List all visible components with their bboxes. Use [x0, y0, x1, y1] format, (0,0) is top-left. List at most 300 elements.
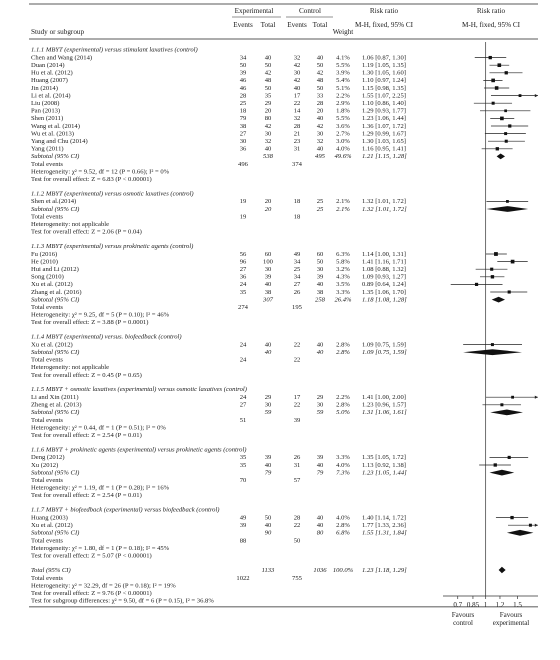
row-20-point [506, 200, 509, 203]
row-46-point [511, 396, 514, 399]
row-54-exp-events: 35 [239, 454, 247, 462]
row-30-label: Song (2010) [31, 273, 64, 281]
row-55-ctl-events: 31 [293, 461, 301, 469]
row-30-ctl-total: 39 [316, 273, 324, 281]
row-27-exp-total: 60 [264, 250, 272, 258]
row-20-label: Shen et al.(2014) [31, 198, 77, 206]
row-20-exp-events: 19 [239, 198, 247, 206]
row-41-label: Total events [31, 356, 63, 364]
row-2-point [497, 63, 501, 67]
row-11-risk-ratio-ci: 1.29 [0.99, 1.67] [362, 130, 406, 138]
row-5-exp-total: 50 [264, 84, 272, 92]
row-8-ctl-total: 20 [316, 107, 324, 115]
row-70-ctl-events: 755 [292, 574, 302, 582]
row-39-ctl-total: 40 [316, 341, 324, 349]
row-39-ctl-events: 22 [293, 341, 301, 349]
row-34-exp-events: 274 [238, 304, 248, 312]
row-3-exp-total: 42 [264, 69, 272, 77]
row-1-risk-ratio-ci: 1.06 [0.87, 1.30] [362, 54, 406, 62]
row-2-exp-total: 50 [264, 62, 272, 69]
x-tick-label-3: 1.2 [495, 601, 505, 609]
row-32-risk-ratio-ci: 1.35 [1.06, 1.70] [362, 288, 406, 296]
row-22-exp-events: 19 [239, 213, 247, 221]
row-13-exp-total: 40 [264, 145, 272, 153]
row-46-label: Li and Xin (2011) [31, 394, 79, 401]
row-28-ctl-total: 50 [316, 258, 324, 266]
row-1-exp-total: 40 [264, 54, 272, 62]
row-13-weight: 4.0% [336, 145, 350, 153]
row-14-exp-total: 538 [263, 153, 273, 161]
row-54-point [508, 456, 511, 459]
row-4-ctl-total: 48 [316, 77, 324, 85]
row-54-ctl-events: 26 [293, 454, 301, 462]
row-1-weight: 4.1% [336, 54, 350, 62]
row-10-label: Wang et al. (2014) [31, 122, 80, 130]
header-risk-ratio: Risk ratio [369, 7, 399, 15]
row-63-weight: 2.8% [336, 522, 350, 529]
row-35-label: Heterogeneity: χ² = 9.25, df = 5 (P = 0.10); I² = 46% [31, 311, 170, 319]
header-rr-method: M-H, fixed, 95% CI [354, 21, 414, 29]
row-15-exp-events: 496 [238, 160, 248, 168]
row-12-weight: 3.0% [336, 138, 350, 145]
row-47-ctl-events: 22 [293, 401, 301, 409]
row-39-weight: 2.8% [336, 341, 350, 349]
row-69-exp-total: 1133 [261, 566, 275, 574]
row-10-risk-ratio-ci: 1.36 [1.07, 1.72] [362, 122, 406, 130]
row-63-ctl-total: 40 [316, 522, 324, 529]
row-62-weight: 4.0% [336, 514, 350, 522]
row-9-exp-total: 80 [264, 115, 272, 123]
row-6-ctl-total: 33 [316, 92, 324, 100]
row-5-label: Jin (2014) [31, 84, 58, 92]
favours-experimental-label-0: Favours [499, 611, 523, 619]
row-1-label: Chen and Wang (2014) [31, 54, 93, 62]
row-30-exp-events: 36 [239, 273, 247, 281]
row-30-risk-ratio-ci: 1.09 [0.93, 1.27] [362, 273, 406, 281]
row-69-weight: 100.0% [332, 566, 354, 574]
row-4-weight: 5.4% [336, 77, 350, 85]
row-64-label: Subtotal (95% CI) [31, 529, 80, 537]
row-63-ci-arrow [535, 524, 538, 527]
row-11-exp-events: 27 [239, 130, 247, 138]
header-exp-events: Events [233, 21, 253, 29]
favours-control-label-0: Favours [451, 611, 475, 619]
row-8-weight: 1.8% [336, 107, 350, 115]
row-34-ctl-events: 195 [292, 304, 302, 312]
row-12-label: Yang and Chu (2014) [31, 138, 88, 145]
row-14-label: Subtotal (95% CI) [31, 153, 80, 161]
row-31-exp-events: 24 [239, 281, 247, 289]
row-14-diamond [497, 154, 505, 160]
row-47-ctl-total: 30 [316, 401, 324, 409]
row-69-ctl-total: 1036 [313, 566, 327, 574]
header-risk-ratio-plot: Risk ratio [476, 7, 506, 15]
row-11-ctl-total: 30 [316, 130, 324, 138]
row-38-label: 1.1.4 MBYT (experimental) versus. biofeedback (control) [31, 333, 182, 341]
row-32-point [508, 290, 511, 293]
row-55-exp-events: 35 [239, 461, 247, 469]
row-34-label: Total events [31, 304, 63, 312]
row-5-ctl-events: 40 [293, 84, 301, 92]
row-41-exp-events: 24 [239, 356, 247, 364]
row-8-ctl-events: 14 [293, 107, 301, 115]
row-65-ctl-events: 50 [293, 537, 301, 545]
row-2-ctl-total: 50 [316, 62, 324, 69]
row-3-weight: 3.9% [336, 69, 350, 77]
row-63-exp-total: 40 [264, 522, 272, 529]
row-21-risk-ratio-ci: 1.32 [1.01, 1.72] [362, 205, 407, 213]
row-41-ctl-events: 22 [293, 356, 301, 364]
header-weight: Weight [332, 28, 354, 36]
row-22-ctl-events: 18 [293, 213, 301, 221]
row-7-exp-events: 25 [239, 100, 247, 107]
header-ctl-total: Total [312, 21, 328, 29]
row-7-weight: 2.9% [336, 100, 350, 107]
row-33-risk-ratio-ci: 1.18 [1.08, 1.28] [362, 296, 407, 304]
row-21-ctl-total: 25 [316, 205, 324, 213]
row-15-ctl-events: 374 [292, 160, 302, 168]
row-6-weight: 2.2% [336, 92, 350, 100]
row-56-weight: 7.3% [336, 469, 350, 477]
row-69-risk-ratio-ci: 1.23 [1.18, 1.29] [362, 566, 407, 574]
row-47-point [500, 403, 503, 406]
header-study: Study or subgroup [31, 28, 85, 36]
row-63-risk-ratio-ci: 1.77 [1.33, 2.36] [362, 522, 406, 529]
row-40-weight: 2.8% [336, 349, 350, 356]
row-40-label: Subtotal (95% CI) [31, 349, 80, 356]
row-63-label: Xu et al. (2012) [31, 522, 73, 529]
row-4-label: Huang (2007) [31, 77, 68, 85]
row-55-weight: 4.0% [336, 461, 350, 469]
row-47-weight: 2.8% [336, 401, 350, 409]
row-47-exp-events: 27 [239, 401, 247, 409]
row-56-label: Subtotal (95% CI) [31, 469, 80, 477]
row-6-label: Li et al. (2014) [31, 92, 71, 100]
x-tick-label-1: 0.85 [466, 601, 480, 609]
row-39-exp-total: 40 [264, 341, 272, 349]
row-29-exp-total: 30 [264, 266, 272, 273]
row-64-ctl-total: 80 [316, 529, 324, 537]
row-31-ctl-total: 40 [316, 281, 324, 289]
row-6-ctl-events: 17 [293, 92, 301, 100]
row-9-label: Shen (2011) [31, 115, 64, 123]
row-32-exp-total: 38 [264, 288, 272, 296]
row-69-diamond [499, 567, 506, 574]
row-40-diamond [463, 349, 522, 355]
x-tick-label-4: 1.5 [513, 601, 522, 609]
row-28-point [511, 260, 515, 264]
row-9-weight: 5.5% [336, 115, 350, 123]
row-31-label: Xu et al. (2012) [31, 281, 73, 289]
row-32-exp-events: 35 [239, 288, 247, 296]
row-54-exp-total: 39 [264, 454, 272, 462]
row-9-point [500, 117, 504, 121]
row-21-weight: 2.1% [336, 205, 350, 213]
row-47-label: Zheng et al. (2013) [31, 401, 82, 409]
row-62-exp-events: 49 [239, 514, 247, 522]
row-58-label: Heterogeneity: χ² = 1.19, df = 1 (P = 0.28); I² = 16% [31, 484, 170, 492]
row-54-ctl-total: 39 [316, 454, 324, 462]
row-3-point [505, 71, 508, 74]
row-5-ctl-total: 50 [316, 84, 324, 92]
row-47-exp-total: 30 [264, 401, 272, 409]
row-46-exp-total: 29 [264, 394, 272, 401]
row-48-label: Subtotal (95% CI) [31, 409, 80, 417]
row-6-ci-arrow [535, 94, 538, 97]
row-54-label: Deng (2012) [31, 454, 65, 462]
row-55-exp-total: 40 [264, 461, 272, 469]
row-3-ctl-events: 30 [293, 69, 301, 77]
row-64-weight: 6.8% [336, 529, 350, 537]
row-61-label: 1.1.7 MBYT + biofeedback (experimental) versus biofeedback (control) [31, 506, 220, 514]
row-13-point [496, 147, 499, 150]
row-62-label: Huang (2003) [31, 514, 68, 522]
row-40-exp-total: 40 [264, 349, 272, 356]
row-29-risk-ratio-ci: 1.08 [0.88, 1.32] [362, 266, 406, 273]
row-27-ctl-total: 60 [316, 250, 324, 258]
row-13-ctl-total: 40 [316, 145, 324, 153]
row-46-ctl-total: 29 [316, 394, 324, 401]
row-3-label: Hu et al. (2012) [31, 69, 73, 77]
row-7-exp-total: 29 [264, 100, 272, 107]
row-12-exp-events: 30 [239, 138, 247, 145]
row-5-risk-ratio-ci: 1.15 [0.98, 1.35] [362, 84, 406, 92]
row-28-ctl-events: 34 [293, 258, 301, 266]
row-70-exp-events: 1022 [236, 574, 250, 582]
row-30-ctl-events: 34 [293, 273, 301, 281]
row-59-label: Test for overall effect: Z = 2.54 (P = 0.01) [31, 492, 142, 500]
row-29-weight: 3.2% [336, 266, 350, 273]
row-9-ctl-events: 32 [293, 115, 301, 123]
header-exp-total: Total [260, 21, 276, 29]
row-21-label: Subtotal (95% CI) [31, 205, 80, 213]
row-29-point [490, 268, 493, 271]
row-20-ctl-total: 25 [316, 198, 324, 206]
row-63-exp-events: 39 [239, 522, 247, 529]
row-12-exp-total: 32 [264, 138, 272, 145]
row-46-risk-ratio-ci: 1.41 [1.00, 2.00] [362, 394, 406, 401]
row-65-label: Total events [31, 537, 63, 545]
row-16-label: Heterogeneity: χ² = 9.52, df = 12 (P = 0.66); I² = 0% [31, 168, 170, 176]
row-51-label: Test for overall effect: Z = 2.54 (P = 0.01) [31, 432, 142, 439]
row-6-risk-ratio-ci: 1.55 [1.07, 2.25] [362, 92, 406, 100]
row-9-risk-ratio-ci: 1.23 [1.06, 1.44] [362, 115, 406, 123]
row-8-point [504, 109, 507, 112]
row-10-exp-events: 38 [239, 122, 247, 130]
row-54-risk-ratio-ci: 1.35 [1.05, 1.72] [362, 454, 406, 462]
row-7-label: Liu (2008) [31, 100, 60, 107]
row-54-weight: 3.3% [336, 454, 350, 462]
header [31, 7, 521, 36]
favours-control-label-1: control [453, 619, 473, 627]
row-46-ctl-events: 17 [293, 394, 301, 401]
row-69-label: Total (95% CI) [31, 566, 71, 574]
row-39-point [491, 343, 494, 346]
row-48-diamond [490, 410, 523, 416]
row-7-ctl-total: 28 [316, 100, 324, 107]
row-8-exp-total: 20 [264, 107, 272, 115]
row-28-label: He (2010) [31, 258, 58, 266]
header-plot-method: M-H, fixed, 95% CI [461, 21, 521, 29]
row-13-exp-events: 36 [239, 145, 247, 153]
row-56-ctl-total: 79 [316, 469, 324, 477]
row-63-point [529, 524, 532, 527]
row-3-ctl-total: 42 [316, 69, 324, 77]
row-20-ctl-events: 18 [293, 198, 301, 206]
row-28-exp-total: 100 [263, 258, 273, 266]
row-2-risk-ratio-ci: 1.19 [1.05, 1.35] [362, 62, 406, 69]
row-31-weight: 3.5% [336, 281, 350, 289]
row-39-exp-events: 24 [239, 341, 247, 349]
row-49-exp-events: 51 [239, 416, 247, 424]
row-55-point [494, 463, 497, 466]
row-40-ctl-total: 40 [316, 349, 324, 356]
row-2-weight: 5.5% [336, 62, 350, 69]
row-10-exp-total: 42 [264, 122, 272, 130]
row-72-label: Test for overall effect: Z = 9.76 (P < 0.00001) [31, 589, 152, 597]
row-8-risk-ratio-ci: 1.29 [0.93, 1.77] [362, 107, 406, 115]
row-66-label: Heterogeneity: χ² = 1.80, df = 1 (P = 0.18); I² = 45% [31, 544, 170, 552]
row-14-weight: 49.6% [334, 153, 352, 161]
row-49-ctl-events: 39 [293, 416, 301, 424]
row-29-exp-events: 27 [239, 266, 247, 273]
row-46-ci-arrow [535, 396, 538, 399]
row-20-exp-total: 20 [264, 198, 272, 206]
row-13-risk-ratio-ci: 1.16 [0.95, 1.41] [362, 145, 406, 153]
row-6-point [519, 94, 522, 97]
row-8-exp-events: 18 [239, 107, 247, 115]
row-28-weight: 5.8% [336, 258, 350, 266]
row-63-ctl-events: 22 [293, 522, 301, 529]
row-19-label: 1.1.2 MBYT (experimental) versus osmotic laxatives (control) [31, 190, 194, 198]
row-30-point [491, 275, 494, 278]
x-tick-label-0: 0.7 [453, 601, 463, 609]
row-10-ctl-total: 42 [316, 122, 324, 130]
row-13-ctl-events: 31 [293, 145, 301, 153]
row-62-exp-total: 50 [264, 514, 272, 522]
row-2-label: Duan (2014) [31, 62, 65, 69]
row-21-diamond [486, 206, 528, 212]
row-33-label: Subtotal (95% CI) [31, 296, 80, 304]
row-56-risk-ratio-ci: 1.23 [1.05, 1.44] [362, 469, 407, 477]
row-57-exp-events: 70 [239, 477, 247, 485]
row-12-ctl-total: 32 [316, 138, 324, 145]
row-7-ctl-events: 22 [293, 100, 301, 107]
row-48-ctl-total: 59 [316, 409, 324, 417]
row-11-weight: 2.7% [336, 130, 350, 138]
row-73-label: Test for subgroup differences: χ² = 9.50, df = 6 (P = 0.15), I² = 36.8% [31, 597, 214, 605]
row-15-label: Total events [31, 160, 63, 168]
row-55-risk-ratio-ci: 1.13 [0.92, 1.38] [362, 461, 406, 469]
row-10-point [508, 124, 511, 127]
row-2-ctl-events: 42 [293, 62, 301, 69]
row-28-risk-ratio-ci: 1.41 [1.16, 1.71] [362, 258, 406, 266]
row-32-ctl-total: 38 [316, 288, 324, 296]
row-27-weight: 6.3% [336, 250, 350, 258]
row-57-ctl-events: 57 [293, 477, 301, 485]
row-29-label: Hui and Li (2012) [31, 266, 79, 273]
row-14-risk-ratio-ci: 1.21 [1.15, 1.28] [362, 153, 407, 161]
row-31-point [475, 283, 478, 286]
row-40-risk-ratio-ci: 1.09 [0.75, 1.59] [362, 349, 407, 356]
row-33-ctl-total: 258 [315, 296, 325, 304]
row-56-exp-total: 79 [264, 469, 272, 477]
row-20-weight: 2.1% [336, 198, 350, 206]
row-27-exp-events: 56 [239, 250, 247, 258]
row-36-label: Test for overall effect: Z = 3.88 (P = 0.0001) [31, 319, 149, 327]
row-71-label: Heterogeneity: χ² = 32.29, df = 26 (P = 0.18); I² = 19% [31, 582, 176, 590]
favours-experimental-label-1: experimental [492, 619, 530, 627]
row-12-ctl-events: 23 [293, 138, 301, 145]
row-48-risk-ratio-ci: 1.31 [1.06, 1.61] [362, 409, 407, 417]
row-7-point [492, 102, 495, 105]
row-48-exp-total: 59 [264, 409, 272, 417]
row-70-label: Total events [31, 574, 63, 582]
row-9-ctl-total: 40 [316, 115, 324, 123]
row-11-ctl-events: 21 [293, 130, 301, 138]
row-64-risk-ratio-ci: 1.55 [1.31, 1.84] [362, 529, 407, 537]
row-0-label: 1.1.1 MBYT (experimental) versus stimulant laxatives (control) [31, 46, 198, 54]
row-17-label: Test for overall effect: Z = 6.83 (P < 0.00001) [31, 176, 152, 183]
row-39-label: Xu et al. (2012) [31, 341, 73, 349]
row-31-risk-ratio-ci: 0.89 [0.64, 1.24] [362, 281, 406, 289]
row-22-label: Total events [31, 213, 63, 221]
row-48-weight: 5.0% [336, 409, 350, 417]
row-32-label: Zhang et al. (2016) [31, 288, 82, 296]
row-62-risk-ratio-ci: 1.40 [1.14, 1.72] [362, 514, 406, 522]
row-55-label: Xu (2012) [31, 461, 59, 469]
row-23-label: Heterogeneity: not applicable [31, 221, 109, 228]
row-27-label: Fu (2016) [31, 250, 58, 258]
row-2-exp-events: 50 [239, 62, 247, 69]
row-47-risk-ratio-ci: 1.23 [0.96, 1.57] [362, 401, 406, 409]
row-30-weight: 4.3% [336, 273, 350, 281]
row-64-exp-total: 90 [264, 529, 272, 537]
row-10-ctl-events: 28 [293, 122, 301, 130]
row-50-label: Heterogeneity: χ² = 0.44, df = 1 (P = 0.51); I² = 0% [31, 424, 166, 432]
row-3-risk-ratio-ci: 1.30 [1.05, 1.60] [362, 69, 406, 77]
row-55-ctl-total: 40 [316, 461, 324, 469]
row-14-ctl-total: 495 [315, 153, 325, 161]
row-5-point [495, 86, 499, 90]
row-53-label: 1.1.6 MBYT + prokinetic agents (experimental) versus prokinetic agents (control) [31, 446, 247, 454]
row-29-ctl-total: 30 [316, 266, 324, 273]
row-26-label: 1.1.3 MBYT (experimental) versus prokinetic agents (control) [31, 243, 194, 250]
row-10-weight: 3.6% [336, 122, 350, 130]
row-13-label: Yang (2011) [31, 145, 64, 153]
row-45-label: 1.1.5 MBYT + osmotic laxatives (experimental) versus osmotic laxatives (control) [31, 386, 247, 394]
row-29-ctl-events: 25 [293, 266, 301, 273]
row-62-ctl-events: 28 [293, 514, 301, 522]
row-67-label: Test for overall effect: Z = 5.07 (P < 0.00001) [31, 552, 152, 560]
row-8-label: Pan (2013) [31, 107, 61, 115]
row-4-risk-ratio-ci: 1.10 [0.97, 1.24] [362, 77, 406, 85]
row-11-label: Wu et al. (2013) [31, 130, 74, 138]
row-3-exp-events: 39 [239, 69, 247, 77]
row-4-ctl-events: 42 [293, 77, 301, 85]
row-57-label: Total events [31, 477, 63, 485]
row-12-risk-ratio-ci: 1.30 [1.03, 1.65] [362, 138, 406, 145]
row-4-exp-events: 46 [239, 77, 247, 85]
row-4-exp-total: 48 [264, 77, 272, 85]
row-31-ctl-events: 27 [293, 281, 301, 289]
row-33-exp-total: 307 [263, 296, 273, 304]
row-65-exp-events: 88 [239, 537, 247, 545]
x-axis [452, 596, 530, 627]
header-control: Control [299, 7, 321, 15]
row-9-exp-events: 79 [239, 115, 247, 123]
row-27-ctl-events: 49 [293, 250, 301, 258]
